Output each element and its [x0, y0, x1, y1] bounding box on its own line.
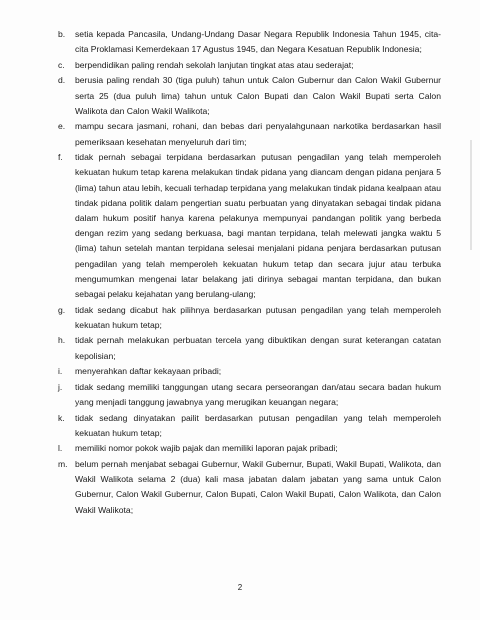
list-item-text: setia kepada Pancasila, Undang-Undang Dasar Negara Republik Indonesia Tahun 1945, cita-cita Proklamasi Kemerdekaan 17 Agustus 1945, dan Negara Kesatuan Republik Indonesia;: [75, 29, 441, 55]
list-item-text: belum pernah menjabat sebagai Gubernur, Wakil Gubernur, Bupati, Wakil Bupati, Walikota, dan Wakil Walikota selama 2 (dua) kali masa jabatan dalam jabatan yang sama untuk Calon Gubernur, Calon Wakil Gubernur, Calon Bupati, Calon Wakil Bupati, Calon Walikota, dan Calon Wakil Walikota;: [75, 458, 441, 515]
list-item-text: tidak sedang dinyatakan pailit berdasarkan putusan pengadilan yang telah memperoleh kekuatan hukum tetap;: [75, 412, 441, 438]
list-item-text: mampu secara jasmani, rohani, dan bebas dari penyalahgunaan narkotika berdasarkan hasil pemeriksaan kesehatan menyeluruh dari tim;: [75, 121, 441, 147]
list-marker: m.: [58, 458, 68, 469]
list-item: [58, 150, 441, 302]
list-item: [58, 457, 441, 518]
list-item: [58, 411, 441, 441]
list-marker: h.: [58, 335, 66, 346]
list-marker: f.: [58, 152, 63, 163]
list-item: [58, 380, 441, 410]
list-item: [58, 27, 441, 57]
requirements-list: [58, 27, 441, 518]
list-marker: k.: [58, 412, 65, 423]
list-item: [58, 119, 441, 149]
list-item: [58, 441, 441, 456]
list-marker: j.: [58, 381, 63, 392]
list-item: [58, 303, 441, 333]
list-item: [58, 364, 441, 379]
list-marker: i.: [58, 366, 63, 377]
list-marker: l.: [58, 443, 63, 454]
list-marker: e.: [58, 121, 66, 132]
list-item-text: berpendidikan paling rendah sekolah lanjutan tingkat atas atau sederajat;: [75, 59, 354, 70]
list-item-text: memiliki nomor pokok wajib pajak dan memiliki laporan pajak pribadi;: [75, 443, 338, 454]
list-item-text: tidak pernah sebagai terpidana berdasarkan putusan pengadilan yang telah memperoleh kekuatan hukum tetap karena melakukan tindak pidana yang diancam dengan pidana penjara 5 (lima) tahun atau lebih, kecuali terhadap terpidana yang melakukan tindak pidana kealpaan atau tindak pidana politik dalam pengertian suatu perbuatan yang dinyatakan sebagai tindak pidana dalam hukum positif hanya karena pelakunya mempunyai pandangan politik yang berbeda dengan rezim yang sedang berkuasa, bagi mantan terpidana, telah melewati jangka waktu 5 (lima) tahun setelah mantan terpidana selesai menjalani pidana penjara berdasarkan putusan pengadilan yang telah memperoleh kekuatan hukum tetap dan secara jujur atau terbuka mengumumkan mengenai latar belakang jati dirinya sebagai mantan terpidana, dan bukan sebagai pelaku kejahatan yang berulang-ulang;: [75, 152, 441, 300]
list-item: [58, 333, 441, 363]
page-number: 2: [237, 583, 243, 592]
list-item-text: berusia paling rendah 30 (tiga puluh) tahun untuk Calon Gubernur dan Calon Wakil Gubernur serta 25 (dua puluh lima) tahun untuk Calon Bupati dan Calon Wakil Bupati serta Calon Walikota dan Calon Wakil Walikota;: [75, 75, 441, 116]
list-marker: c.: [58, 59, 65, 70]
list-item: [58, 73, 441, 119]
list-marker: b.: [58, 29, 66, 39]
list-item-text: menyerahkan daftar kekayaan pribadi;: [75, 366, 222, 377]
scrollbar[interactable]: [470, 140, 472, 250]
list-item-text: tidak pernah melakukan perbuatan tercela yang dibuktikan dengan surat keterangan catatan kepolisian;: [75, 335, 441, 361]
list-marker: d.: [58, 75, 66, 86]
list-item-text: tidak sedang memiliki tanggungan utang secara perseorangan dan/atau secara badan hukum yang menjadi tanggung jawabnya yang merugikan keuangan negara;: [75, 381, 441, 407]
list-marker: g.: [58, 304, 66, 315]
list-item: [58, 58, 441, 73]
list-item-text: tidak sedang dicabut hak pilihnya berdasarkan putusan pengadilan yang telah memperoleh kekuatan hukum tetap;: [75, 304, 441, 330]
